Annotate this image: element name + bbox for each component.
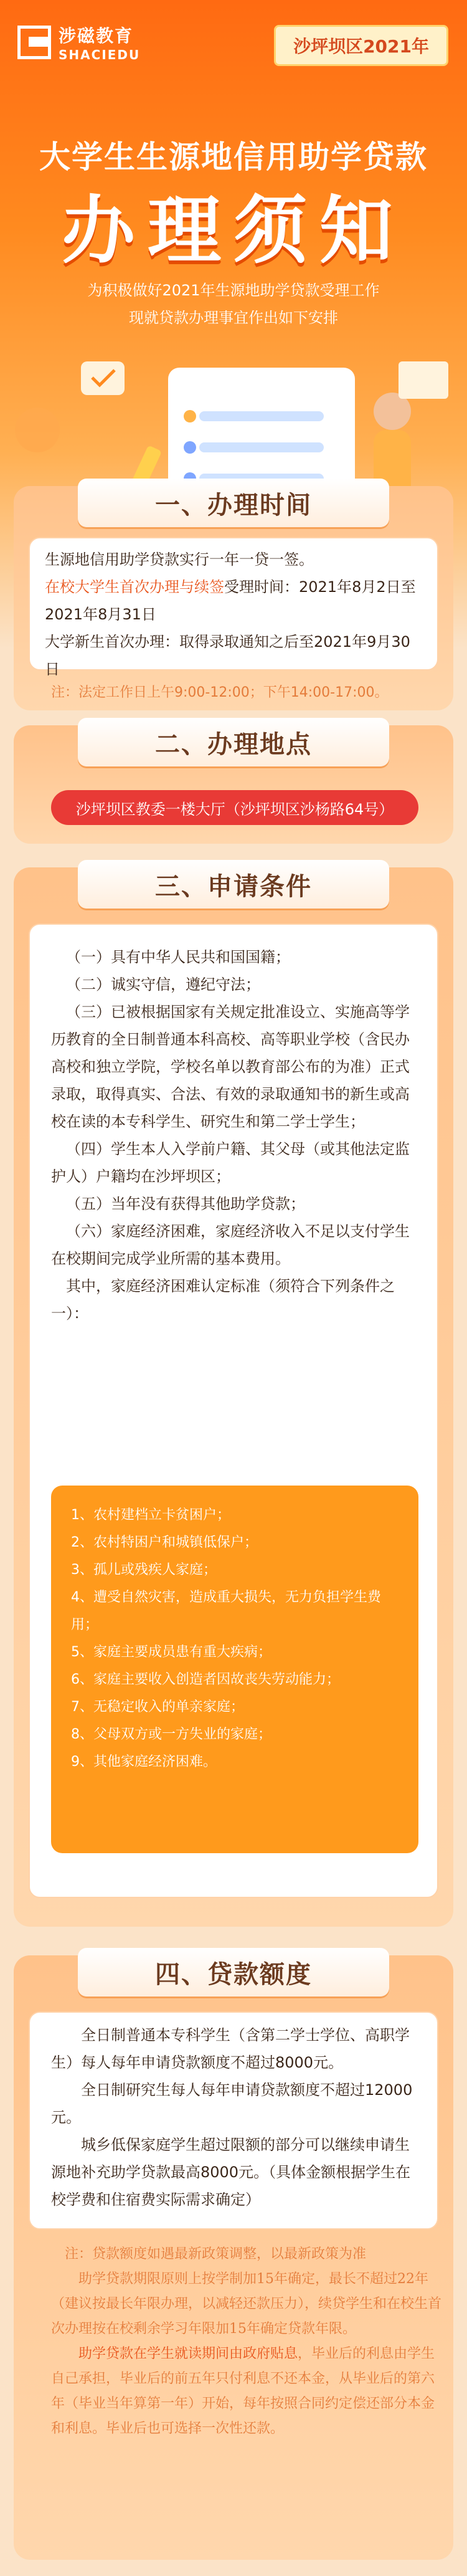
note-para2 <box>51 2342 443 2441</box>
condition-item: （一）具有中华人民共和国国籍； <box>66 948 290 966</box>
condition-item: （六）家庭经济困难，家庭经济收入不足以支付学生在校期间完成学业所需的基本费用。 <box>51 1223 410 1267</box>
standard-item: 1、农村建档立卡贫困户； <box>71 1507 230 1523</box>
note-para2-text: ，毕业后的利息由学生自己承担，毕业后的前五年只付利息不还本金，从毕业后的第六年（毕业当年算第一年）开始，每年按照合同约定偿还部分本金和利息。毕业后也可选择一次性还款。 <box>51 2346 435 2436</box>
condition-item: （三）已被根据国家有关规定批准设立、实施高等学历教育的全日制普通本科高校、高等职业学校（含民办高校和独立学院，学校名单以教育部公布的为准）正式录取，取得真实、合法、有效的录取通知书的新生或高校在读的本专科学生、研究生和第二学士学生； <box>51 1003 410 1130</box>
amount-box <box>29 2011 438 2230</box>
section-location <box>14 725 453 844</box>
time-line1: 生源地信用助学贷款实行一年一贷一签。 <box>45 551 314 568</box>
section-heading: 三、申请条件 <box>78 860 389 909</box>
amount-para2: 全日制研究生每人每年申请贷款额度不超过12000元。 <box>51 2081 413 2126</box>
note-card-icon <box>399 361 448 399</box>
conditions-list <box>51 943 418 1327</box>
condition-item: 其中，家庭经济困难认定标准（须符合下列条件之一）： <box>51 1277 395 1322</box>
standard-item: 7、无稳定收入的单亲家庭； <box>71 1699 244 1715</box>
time-line3: 大学新生首次办理：取得录取通知之后至2021年9月30日 <box>45 633 410 678</box>
decor-card <box>81 361 125 395</box>
hardship-standards-list <box>51 1486 418 1792</box>
hardship-standards-box <box>51 1486 418 1853</box>
time-note: 注：法定工作日上午9:00-12:00；下午14:00-17:00。 <box>51 685 389 700</box>
standard-item: 4、遭受自然灾害，造成重大损失，无力负担学生费用； <box>71 1590 381 1633</box>
standard-item: 8、父母双方或一方失业的家庭； <box>71 1727 271 1742</box>
time-line2 <box>45 573 425 628</box>
brand-name-en: SHACIEDU <box>59 47 141 62</box>
hero-desc-line2: 现就贷款办理事宜作出如下安排 <box>129 309 338 327</box>
conditions-box <box>29 923 438 1898</box>
note-title: 注：贷款额度如遇最新政策调整，以最新政策为准 <box>65 2246 367 2262</box>
section-heading: 四、贷款额度 <box>78 1948 389 1996</box>
standard-item: 6、家庭主要收入创造者因故丧失劳动能力； <box>71 1672 340 1687</box>
note-para1: 助学贷款期限原则上按学制加15年确定，最长不超过22年（建议按最长年限办理，以减轻还款压力），续贷学生和在校生首次办理按在校剩余学习年限加15年确定贷款年限。 <box>51 2271 442 2337</box>
region-badge: 沙坪坝区2021年 <box>274 25 448 66</box>
brand-name: 涉磁教育 <box>59 26 134 46</box>
condition-item: （二）诚实守信，遵纪守法； <box>66 976 260 993</box>
hero-title: 办理须知 <box>61 188 405 274</box>
amount-para3: 城乡低保家庭学生超过限额的部分可以继续申请生源地补充助学贷款最高8000元。（具体金额根据学生在校学费和住宿费实际需求确定） <box>51 2136 411 2208</box>
section-heading: 一、办理时间 <box>78 479 389 527</box>
section-amount <box>14 1955 453 2560</box>
section-time <box>14 486 453 710</box>
address-pill: 沙坪坝区教委一楼大厅（沙坪坝区沙杨路64号） <box>51 790 418 825</box>
note-para2-highlight: 助学贷款在学生就读期间由政府贴息 <box>78 2346 298 2362</box>
amount-notes <box>51 2242 443 2441</box>
standard-item: 3、孤儿或残疾人家庭； <box>71 1562 217 1578</box>
condition-item: （五）当年没有获得其他助学贷款； <box>66 1195 305 1213</box>
standard-item: 2、农村特困户和城镇低保户； <box>71 1535 258 1550</box>
time-line2-highlight: 在校大学生首次办理与续签 <box>45 578 224 596</box>
section-conditions <box>14 867 453 1927</box>
standard-item: 5、家庭主要成员患有重大疾病； <box>71 1644 271 1660</box>
condition-item: （四）学生本人入学前户籍、其父母（或其他法定监护人）户籍均在沙坪坝区； <box>51 1140 410 1185</box>
brand-logo-icon <box>17 26 51 59</box>
hero-desc-line1: 为积极做好2021年生源地助学贷款受理工作 <box>87 282 380 299</box>
section-heading: 二、办理地点 <box>78 718 389 766</box>
standard-item: 9、其他家庭经济困难。 <box>71 1754 217 1770</box>
time-info-box <box>29 537 438 678</box>
hero-description <box>0 277 467 332</box>
brand-logo <box>17 22 140 62</box>
amount-para1: 全日制普通本专科学生（含第二学士学位、高职学生）每人每年申请贷款额度不超过8000元。 <box>51 2026 410 2071</box>
time-line2-text: 受理时间：2021年8月2日至2021年8月31日 <box>45 578 416 623</box>
decor-circle <box>15 408 60 452</box>
hero-subtitle: 大学生生源地信用助学贷款 <box>39 139 428 175</box>
